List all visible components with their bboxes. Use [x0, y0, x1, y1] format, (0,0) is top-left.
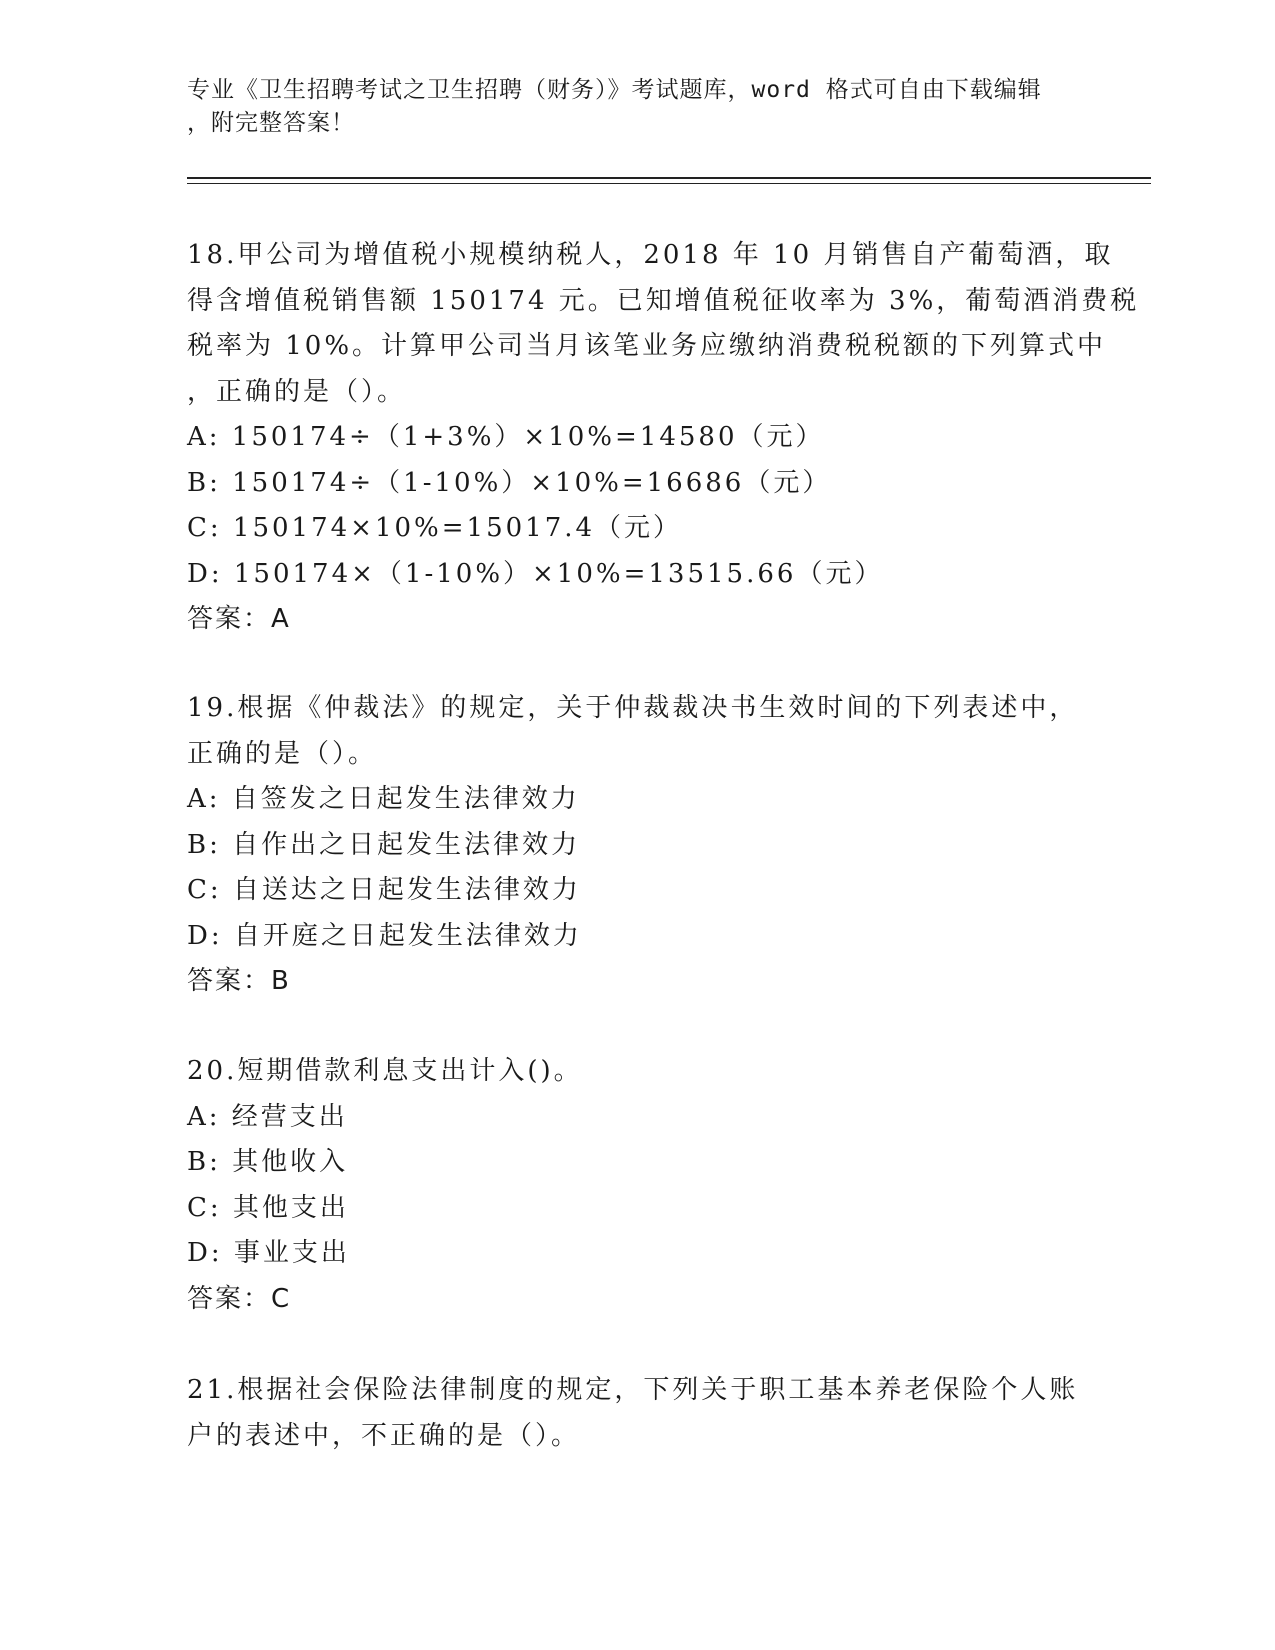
- question-text: 户的表述中，不正确的是（）。: [187, 1420, 581, 1451]
- question-text: 21.根据社会保险法律制度的规定，下列关于职工基本养老保险个人账: [187, 1375, 1079, 1405]
- option-a: A: 经营支出: [187, 1101, 348, 1132]
- question-text: 18.甲公司为增值税小规模纳税人，2018 年 10 月销售自产葡萄酒，取: [187, 240, 1114, 270]
- answer-label: 答案：A: [187, 604, 291, 634]
- document-header: [187, 74, 1087, 140]
- answer-label: 答案：C: [187, 1283, 292, 1314]
- header-line: ，附完整答案！: [187, 110, 355, 136]
- question-21: [187, 1368, 1087, 1459]
- answer-label: 答案：B: [187, 966, 291, 996]
- header-divider: [187, 183, 1151, 184]
- option-c: C: 其他支出: [187, 1192, 349, 1223]
- option-a: A: 150174÷（1+3%）×10%=14580（元）: [187, 422, 825, 452]
- question-20: [187, 1049, 1087, 1322]
- option-c: C: 自送达之日起发生法律效力: [187, 875, 581, 905]
- question-text: 20.短期借款利息支出计入()。: [187, 1056, 583, 1086]
- question-text: 正确的是（）。: [187, 738, 378, 769]
- option-b: B: 其他收入: [187, 1147, 349, 1177]
- question-19: [187, 686, 1087, 1005]
- option-b: B: 自作出之日起发生法律效力: [187, 829, 581, 860]
- question-text: 税率为 10%。计算甲公司当月该笔业务应缴纳消费税税额的下列算式中: [187, 331, 1107, 361]
- option-b: B: 150174÷（1-10%）×10%=16686（元）: [187, 467, 832, 498]
- option-d: D: 150174×（1-10%）×10%=13515.66（元）: [187, 558, 884, 589]
- option-d: D: 事业支出: [187, 1238, 350, 1268]
- question-text: 得含增值税销售额 150174 元。已知增值税征收率为 3%，葡萄酒消费税: [187, 285, 1140, 316]
- question-18: [187, 233, 1140, 643]
- question-text: 19.根据《仲裁法》的规定，关于仲裁裁决书生效时间的下列表述中，: [187, 693, 1079, 723]
- header-divider: [187, 177, 1151, 179]
- option-d: D: 自开庭之日起发生法律效力: [187, 920, 582, 951]
- header-line: 专业《卫生招聘考试之卫生招聘（财务）》考试题库，word 格式可自由下载编辑: [187, 77, 1042, 103]
- option-c: C: 150174×10%=15017.4（元）: [187, 513, 683, 543]
- question-text: ，正确的是（）。: [187, 376, 407, 407]
- option-a: A: 自签发之日起发生法律效力: [187, 784, 580, 814]
